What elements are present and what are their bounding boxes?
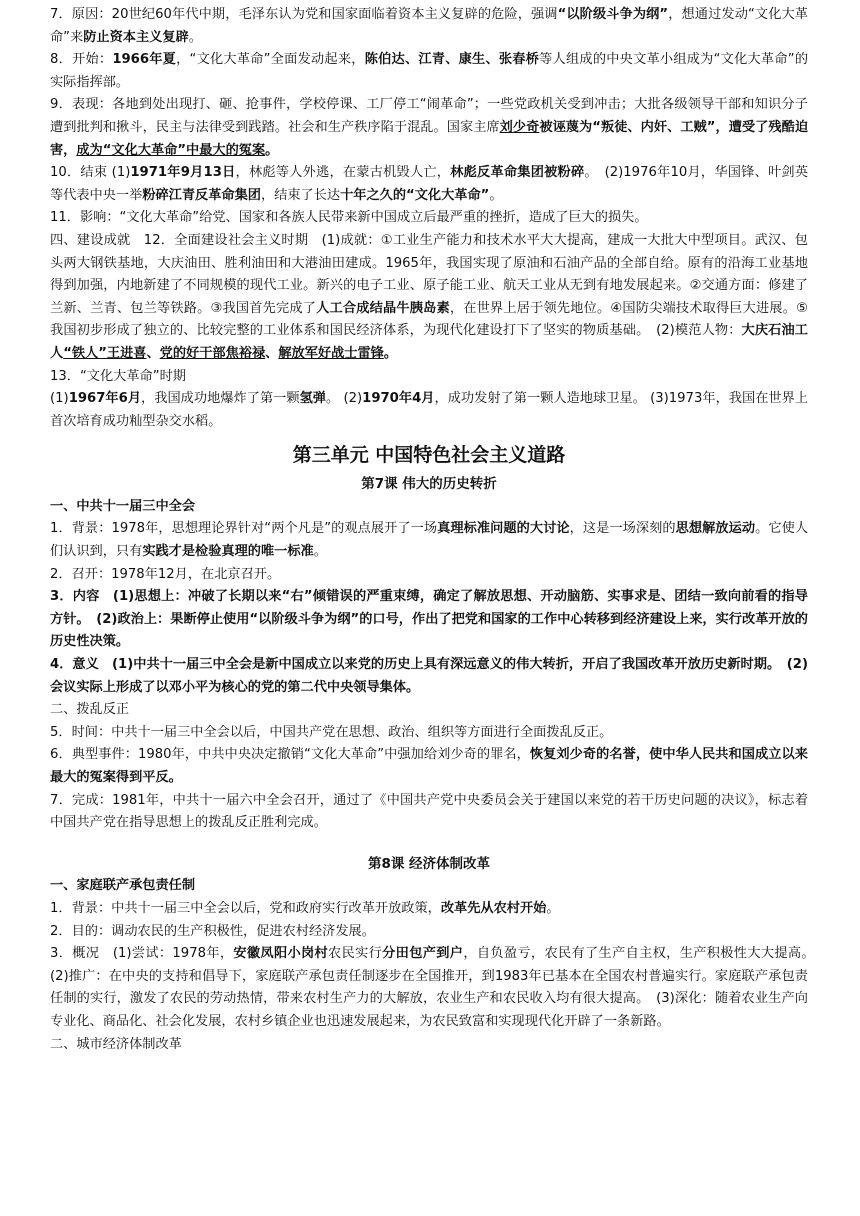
text-run: 刘少奇 <box>499 119 540 135</box>
text-run: 13．“文化大革命”时期 <box>50 368 186 384</box>
section-spacer <box>50 835 808 853</box>
text-run: 林彪反革命集团被粉碎 <box>450 165 585 181</box>
text-run: ，在世界上居于领先地位。④国防尖端技术取得巨大进展。⑤我国初步形成了独立的、比较完整的工业体系和国民经济体系，为现代化建设打下了坚实的物质基础。 (2)模范人物： <box>50 300 808 339</box>
lesson7-item-7 <box>50 790 808 835</box>
lesson7-item-4 <box>50 654 808 699</box>
text-run: 1．背景：1978年，思想理论界针对“两个凡是”的观点展开了一场 <box>50 521 438 537</box>
section-heading-urban-reform <box>50 1034 808 1057</box>
section-heading-household-responsibility <box>50 875 808 898</box>
text-run: 十年之久的“文化大革命” <box>340 187 490 203</box>
text-run: 真理标准问题的大讨论 <box>437 521 570 537</box>
text-run: 。它使人们认识到，只有 <box>50 521 809 560</box>
text-run: 陈伯达、江青、康生、张春桥 <box>364 52 540 68</box>
text-run: 、 <box>265 345 279 361</box>
text-run: 氢弹 <box>299 391 327 407</box>
text-run: 9．表现：各地到处出现打、砸、抢事件，学校停课、工厂停工“闹革命”；一些党政机关受到冲击；大批各级领导干部和知识分子遭到批判和揪斗，民主与法律受到践踏。社会和生产秩序陷于混乱。国家主席 <box>50 97 808 135</box>
text-run: ，自负盈亏，农民有了生产自主权，生产积极性大大提高。 (2)推广：在中央的支持和倡导下，家庭联产承包责任制逐步在全国推开，到1983年已基本在全国农村普遍实行。家庭联产承包责任制的实行，激发了农民的劳动热情，带来农村生产力的大解放，农业生产和农民收入均有很大提高。 (3)深化：随着农业生产向专业化、商品化、社会化发展，农村乡镇企业也迅速发展起来，为农民致富和实现现代化开辟了一条新路。 <box>50 946 822 1029</box>
text-run: 思想解放运动 <box>675 521 756 537</box>
lesson-8-title: 第8课 经济体制改革 <box>367 855 491 872</box>
text-run: 分田包产到户 <box>382 946 464 962</box>
text-run: 二、城市经济体制改革 <box>50 1036 182 1052</box>
lesson7-item-3 <box>50 586 808 654</box>
text-run: 粉碎江青反革命集团 <box>142 187 261 203</box>
text-run: 二、拨乱反正 <box>50 702 130 718</box>
text-run: 。 <box>546 900 560 916</box>
text-run: 1971年9月13日 <box>130 165 236 181</box>
lesson-7-title: 第7课 伟大的历史转折 <box>361 476 497 493</box>
text-run: 一、家庭联产承包责任制 <box>50 878 196 894</box>
section-heading-third-plenum <box>50 496 808 519</box>
text-run: 恢复刘少奇的名誉，使中华人民共和国成立以来最大的冤案得到平反。 <box>50 747 808 785</box>
text-run: 7．原因：20世纪60年代中期，毛泽东认为党和国家面临着资本主义复辟的危险，强调 <box>50 7 558 22</box>
text-run: 被诬蔑为“叛徒、内奸、工贼”，遭受了残酷迫害， <box>50 119 809 158</box>
text-run: 1966年夏 <box>112 52 177 68</box>
text-run: 党的好干部焦裕禄 <box>159 345 266 361</box>
paragraph-9-manifestation <box>50 94 808 162</box>
text-run: 大庆石油工人 <box>50 323 808 361</box>
text-run: ，想通过发动“文化大革命”来 <box>50 7 808 45</box>
text-run: 。 <box>489 187 503 203</box>
text-run: 2．召开：1978年12月，在北京召开。 <box>50 566 281 582</box>
text-run: ，我国成功地爆炸了第一颗 <box>141 391 300 407</box>
text-run: 7．完成：1981年，中共十一届六中全会召开，通过了《中国共产党中央委员会关于建国以来党的若干历史问题的决议》，标志着中国共产党在指导思想上的拨乱反正胜利完成。 <box>50 792 808 831</box>
text-run: ，结束了长达 <box>261 187 341 203</box>
text-run: ，林彪等人外逃，在蒙古机毁人亡， <box>235 165 451 181</box>
text-run: 。 <box>188 29 202 45</box>
text-run: 。 (2)1976年10月，华国锋、叶剑英等代表中央一举 <box>50 165 809 203</box>
text-run: ，“文化大革命”全面发动起来， <box>176 52 365 68</box>
text-run: “以阶级斗争为纲” <box>557 7 669 22</box>
paragraph-13-content <box>50 388 808 433</box>
text-run: 人工合成结晶牛胰岛素 <box>316 300 450 316</box>
paragraph-13-title <box>50 366 808 389</box>
paragraph-11-impact <box>50 207 808 230</box>
paragraph-7-cause <box>50 4 808 49</box>
text-run: ，成功发射了第一颗人造地球卫星。 (3)1973年，我国在世界上首次培育成功籼型杂交水稻。 <box>50 391 809 429</box>
text-run: 。 <box>313 544 327 560</box>
text-run: 四、建设成就 12．全面建设社会主义时期 (1)成就：①工业生产能力和技术水平大大提高，建成一大批大中型项目。武汉、包头两大钢铁基地，大庆油田、胜利油田和大港油田建成。1965年，我国实现了原油和石油产品的全部自给。原有的沿海工业基地得到加强，内地新建了不同规模的现代工业。新兴的电子工业、原子能工业、航天工业从无到有地发展起来。②交通方面：修建了兰新、兰青、包兰等铁路。③我国首先完成了 <box>50 232 808 316</box>
lesson7-item-5 <box>50 722 808 745</box>
text-run: 10．结束 (1) <box>50 165 131 181</box>
text-run: 等人组成的中央文革小组成为“文化大革命”的实际指挥部。 <box>50 52 809 90</box>
text-run: 实践才是检验真理的唯一标准 <box>142 544 314 560</box>
text-run: 解放军好战士雷锋 <box>278 345 384 361</box>
text-run: 3．内容 (1)思想上：冲破了长期以来“右”倾错误的严重束缚，确定了解放思想、开动脑筋、实事求是、团结一致向前看的指导方针。 (2)政治上：果断停止使用“以阶级斗争为纲”的口号，作出了把党和国家的工作中心转移到经济建设上来，实行改革开放的历史性决策。 <box>50 589 808 650</box>
text-run: 3．概况 (1)尝试：1978年， <box>50 946 234 962</box>
text-run: 农民实行 <box>328 946 383 962</box>
text-run: 防止资本主义复辟 <box>83 29 189 45</box>
text-run: 11．影响：“文化大革命”给党、国家和各族人民带来新中国成立后最严重的挫折，造成了巨大的损失。 <box>50 210 648 226</box>
paragraph-10-end <box>50 162 808 207</box>
text-run: 1967年6月 <box>68 391 142 407</box>
lesson7-item-2 <box>50 564 808 587</box>
text-run: 。 <box>265 142 279 158</box>
text-run: 。 (2) <box>326 391 363 407</box>
text-run: 1970年4月 <box>362 391 435 407</box>
text-run: “铁人”王进喜 <box>63 345 147 361</box>
text-run: 5．时间：中共十一届三中全会以后，中国共产党在思想、政治、组织等方面进行全面拨乱反正。 <box>50 724 613 740</box>
lesson8-item-1 <box>50 898 808 921</box>
text-run: 8．开始： <box>50 52 113 68</box>
lesson8-item-3 <box>50 943 822 1033</box>
lesson7-item-6 <box>50 744 808 789</box>
text-run: 4．意义 (1)中共十一届三中全会是新中国成立以来党的历史上具有深远意义的伟大转折，开启了我国改革开放历史新时期。 (2)会议实际上形成了以邓小平为核心的党的第二代中央领导集体。 <box>50 657 808 695</box>
text-run: (1) <box>50 391 69 407</box>
lesson7-item-1 <box>50 518 808 563</box>
section-4-achievements <box>50 230 808 366</box>
unit-title: 第三单元 中国特色社会主义道路 <box>292 444 566 467</box>
text-run: 6．典型事件：1980年，中共中央决定撤销“文化大革命”中强加给刘少奇的罪名， <box>50 747 530 763</box>
text-run: 1．背景：中共十一届三中全会以后，党和政府实行改革开放政策， <box>50 900 441 916</box>
text-run: 2．目的：调动农民的生产积极性，促进农村经济发展。 <box>50 923 375 939</box>
text-run: ，这是一场深刻的 <box>569 521 676 537</box>
text-run: 、 <box>146 345 160 361</box>
text-run: 改革先从农村开始 <box>440 900 547 916</box>
text-run: 。 <box>383 345 398 361</box>
lesson8-item-2 <box>50 921 808 944</box>
paragraph-8-start <box>50 49 808 94</box>
section-heading-rectification <box>50 699 808 722</box>
text-run: 一、中共十一届三中全会 <box>50 498 196 514</box>
text-run: 成为“文化大革命”中最大的冤案 <box>76 142 266 158</box>
text-run: 安徽凤阳小岗村 <box>233 946 329 962</box>
